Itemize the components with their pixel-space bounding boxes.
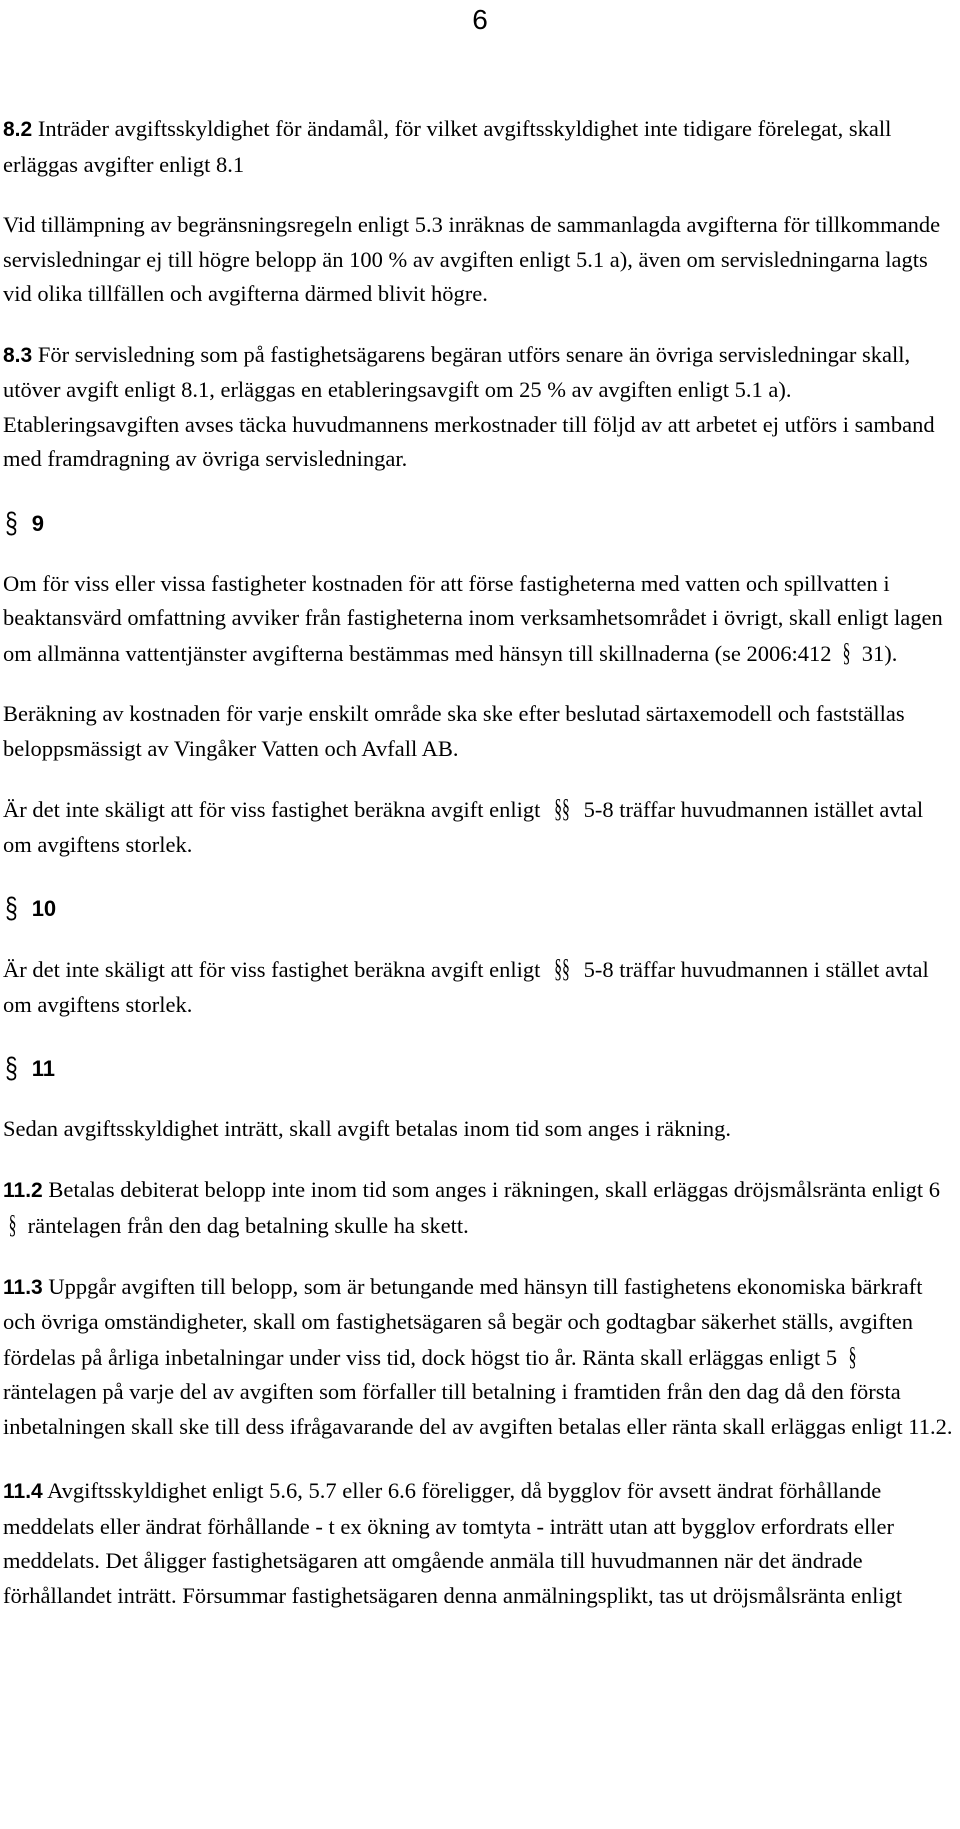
paragraph-11-4	[3, 1474, 953, 1613]
text: Är det inte skäligt att för viss fastighet beräkna avgift enligt	[3, 797, 541, 822]
section-number: 11	[31, 1056, 55, 1081]
clause-text: Inträder avgiftsskyldighet för ändamål, för vilket avgiftsskyldighet inte tidigare förelegat, skall erläggas avgifter enligt 8.1	[3, 116, 892, 177]
clause-number: 11.3	[3, 1275, 43, 1299]
paragraph-9-2: Beräkning av kostnaden för varje enskilt område ska ske efter beslutad särtaxemodell och fastställas beloppsmässigt av Vingåker Vatten och Avfall AB.	[3, 701, 905, 761]
text: Är det inte skäligt att för viss fastighet beräkna avgift enligt	[3, 957, 541, 982]
section-heading-11	[3, 1052, 953, 1086]
clause-text: räntelagen på varje del av avgiften som förfaller till betalning i framtiden från den dag då den första inbetalningen skall ske till dess ifrågavarande del av avgiften betalas eller ränta skall erläggas enligt 11.2.	[3, 1379, 953, 1439]
section-symbol-icon: §	[5, 506, 18, 540]
section-symbol-icon: §	[5, 1052, 18, 1085]
paragraph-11-3	[3, 1270, 953, 1445]
text: 5-8 träffar huvudmannen i stället avtal om avgiftens storlek.	[3, 957, 929, 1017]
section-symbol-icon: §	[842, 637, 851, 667]
text: 31).	[861, 640, 898, 666]
section-heading-10	[3, 892, 953, 926]
paragraph-11-1: Sedan avgiftsskyldighet inträtt, skall avgift betalas inom tid som anges i räkning.	[3, 1116, 731, 1141]
section-symbol-icon: §	[8, 1210, 17, 1239]
clause-text: Avgiftsskyldighet enligt 5.6, 5.7 eller 6.6 föreligger, då bygglov för avsett ändrat förhållande meddelats eller ändrat förhållande - t ex ökning av tomtyta - inträtt utan att bygglov erfordrats eller meddelats. Det åligger fastighetsägaren att omgående anmäla till huvudmannen när det ändrade förhållandet inträtt. Försummar fastighetsägaren denna anmälningsplikt, tas ut dröjsmålsränta enligt	[3, 1478, 903, 1608]
clause-text: Uppgår avgiften till belopp, som är betungande med hänsyn till fastighetens ekonomiska bärkraft och övriga omständigheter, skall om fastighetsägaren så begär och godtagbar säkerhet ställs, avgiften fördelas på årliga inbetalningar under viss tid, dock högst tio år. Ränta skall erläggas enligt 5	[3, 1273, 923, 1370]
section-symbols-icon: §§	[554, 794, 570, 823]
clause-number: 8.3	[3, 343, 33, 367]
page-number: 6	[472, 4, 488, 35]
paragraph-8-3	[3, 338, 953, 477]
document-body	[3, 112, 953, 1613]
paragraph-8-2-b: Vid tillämpning av begränsningsregeln enligt 5.3 inräknas de sammanlagda avgifterna för tillkommande servisledningar ej till högre belopp än 100 % av avgiften enligt 5.1 a), även om servisledningarna lagts vid olika tillfällen och avgifterna därmed blivit högre.	[3, 212, 941, 306]
section-symbols-icon: §§	[554, 954, 570, 983]
paragraph-8-2	[3, 112, 953, 182]
paragraph-9-3	[3, 792, 953, 862]
clause-text: För servisledning som på fastighetsägarens begäran utförs senare än övriga servisledningar skall, utöver avgift enligt 8.1, erläggas en etableringsavgift om 25 % av avgiften enligt 5.1 a). Etableringsavgiften avses täcka huvudmannens merkostnader till följd av att arbetet ej utförs i samband med framdragning av övriga servisledningar.	[3, 341, 935, 471]
section-number: 10	[31, 896, 57, 921]
paragraph-9-1	[3, 567, 953, 672]
clause-number: 11.2	[3, 1178, 43, 1202]
clause-text: Betalas debiterat belopp inte inom tid som anges i räkningen, skall erläggas dröjsmålsränta enligt 6	[42, 1176, 940, 1202]
paragraph-11-2	[3, 1173, 953, 1244]
section-number: 9	[31, 510, 44, 536]
text: 5-8 träffar huvudmannen istället avtal om avgiftens storlek.	[3, 797, 924, 857]
paragraph-10-1	[3, 952, 953, 1022]
clause-number: 8.2	[3, 118, 33, 141]
text: Om för viss eller vissa fastigheter kostnaden för att förse fastigheterna med vatten och spillvatten i beaktansvärd omfattning avviker från fastigheterna inom verksamhetsområdet i övrigt, skall enligt lagen om allmänna vattentjänster avgifterna bestämmas med hänsyn till skillnaderna (se 2006:412	[3, 570, 943, 666]
clause-number: 11.4	[3, 1480, 43, 1503]
section-heading-9	[3, 507, 953, 541]
clause-text: räntelagen från den dag betalning skulle ha skett.	[27, 1213, 469, 1238]
section-symbol-icon: §	[848, 1341, 857, 1371]
section-symbol-icon: §	[5, 892, 18, 925]
